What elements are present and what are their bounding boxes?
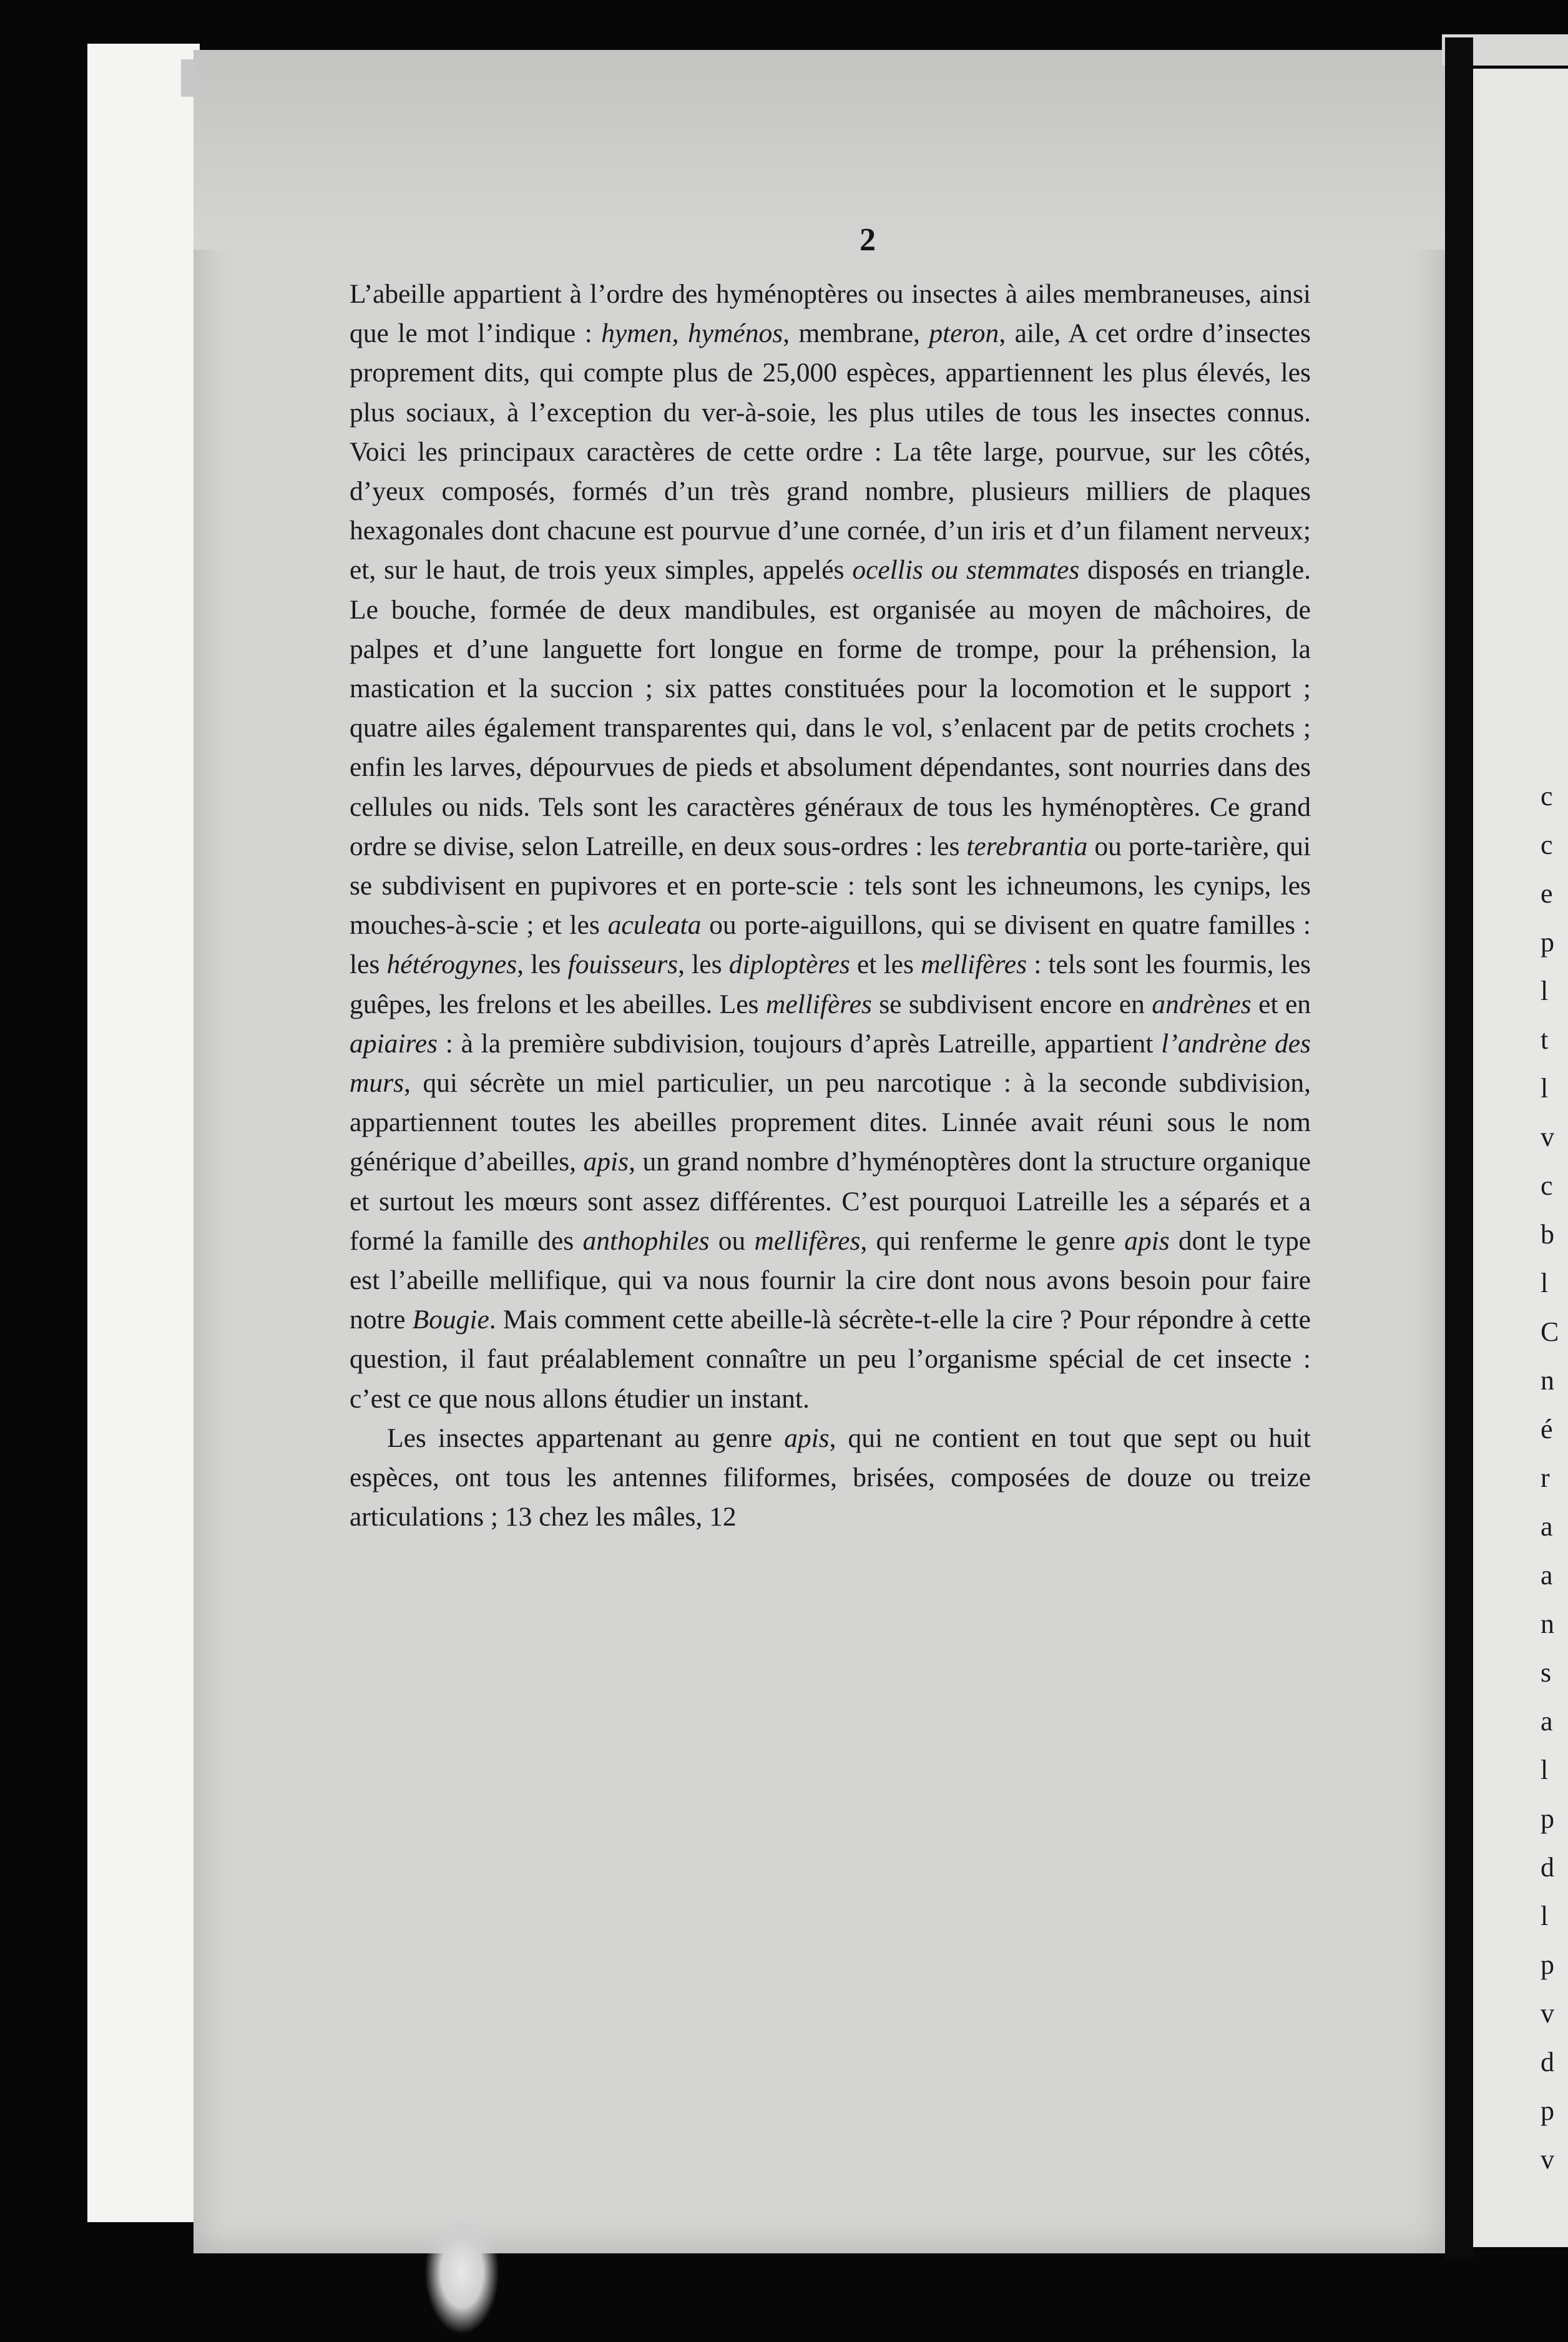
adjacent-letter: l [1541, 1755, 1549, 1785]
text-run: dont le type est l’abeille mellifique, qui va nous fournir la cire dont nous avons besoin pour faire notre [350, 1225, 1311, 1335]
text-run: , un grand nombre d’hyménoptères dont la structure organique et surtout les mœurs sont assez différentes. C’est pourquoi Latreille les a séparés et a formé la famille des [350, 1147, 1311, 1256]
paper-stain [424, 2210, 499, 2335]
page-number: 2 [860, 222, 876, 258]
text-run: se subdivisent encore en [871, 989, 1152, 1019]
italic-term: fouisseurs [567, 949, 679, 980]
page-top-shade [194, 50, 1445, 250]
text-run: ou porte-aiguillons, qui se divisent en quatre familles : les [350, 910, 1311, 980]
adjacent-letter: b [1541, 1219, 1554, 1250]
adjacent-letter: v [1541, 2144, 1554, 2175]
text-run: L’abeille appartient à l’ordre des hyménoptères ou insectes à ailes membraneuses, ainsi que le mot l’indique : [350, 279, 1311, 349]
adjacent-letter: p [1541, 1949, 1554, 1980]
adjacent-letter: l [1541, 976, 1549, 1006]
italic-term: apis [784, 1423, 830, 1453]
adjacent-letter: n [1541, 1609, 1554, 1639]
text-run: ou porte-tarière, qui se subdivisent en pupivores et en porte-scie : tels sont les ichneumons, les cynips, les mouches-à-scie ; et les [350, 831, 1311, 941]
text-run: et en [1251, 989, 1311, 1019]
adjacent-letter: c [1541, 830, 1553, 860]
italic-term: apiaires [350, 1028, 438, 1059]
adjacent-letter: t [1541, 1024, 1549, 1055]
text-run: , aile, A cet ordre d’insectes proprement dits, qui compte plus de 25,000 espèces, appartiennent les plus élevés, les plus sociaux, à l’exception du ver-à-soie, les plus utiles de tous les insectes connus. Voici les principaux caractères de cette ordre : La tête large, pourvue, sur les côtés, d’yeux composés, formés d’un très grand nombre, plusieurs milliers de plaques hexagonales dont chacune est pourvue d’une cornée, d’un iris et d’un filament nerveux; et, sur le haut, de trois yeux simples, appelés [350, 318, 1311, 586]
adjacent-letter: c [1541, 781, 1553, 811]
italic-term: l’andrène des murs [350, 1028, 1311, 1099]
adjacent-page [1473, 69, 1568, 2247]
adjacent-letter: d [1541, 1852, 1554, 1883]
text-run: , membrane, [783, 318, 929, 349]
text-run: Les insectes appartenant au genre [387, 1423, 785, 1453]
italic-term: terebrantia [966, 831, 1088, 861]
text-run: , qui sécrète un miel particulier, un peu narcotique : à la seconde subdivision, appartiennent toutes les abeilles proprement dites. Linnée avait réuni sous le nom générique d’abeilles, [350, 1068, 1311, 1177]
adjacent-letter: p [1541, 1803, 1554, 1834]
italic-term: apis [1124, 1225, 1170, 1256]
text-run: disposés en triangle. Le bouche, formée de deux mandibules, est organisée au moyen de mâchoires, de palpes et d’une languette fort longue en forme de trompe, pour la préhension, la mastication et la succion ; six pattes constituées pour la locomotion et le support ; quatre ailes également transparentes qui, dans le vol, s’enlacent par de petits crochets ; enfin les larves, dépourvues de pieds et absolument dépendantes, sont nourries dans des cellules ou nids. Tels sont les caractères généraux de tous les hyménoptères. Ce grand ordre se divise, selon Latreille, en deux sous-ordres : les [350, 555, 1311, 861]
adjacent-letter: d [1541, 2047, 1554, 2077]
paragraph [350, 1419, 1311, 1537]
adjacent-letter: s [1541, 1657, 1552, 1688]
text-run: : tels sont les fourmis, les guêpes, les frelons et les abeilles. Les [350, 949, 1311, 1019]
italic-term: mellifères [754, 1225, 861, 1256]
adjacent-letter: p [1541, 927, 1554, 958]
paragraph [350, 275, 1311, 1419]
adjacent-letter: p [1541, 2095, 1554, 2126]
adjacent-letter: v [1541, 1122, 1554, 1152]
italic-term: apis [583, 1147, 629, 1177]
italic-term: Bougie [412, 1305, 489, 1335]
text-run: . Mais comment cette abeille-là sécrète-t-elle la cire ? Pour répondre à cette question, il faut préalablement connaître un peu l’organisme spécial de cet insecte : c’est ce que nous allons étudier un instant. [350, 1305, 1311, 1414]
italic-term: mellifères [921, 949, 1027, 980]
text-run: et les [850, 949, 921, 980]
adjacent-letter: é [1541, 1414, 1553, 1444]
italic-term: hétérogynes [386, 949, 517, 980]
adjacent-letter: C [1541, 1316, 1559, 1347]
italic-term: andrènes [1152, 989, 1252, 1019]
mounting-paper-strip [87, 44, 200, 2222]
text-run: , les [517, 949, 568, 980]
italic-term: anthophiles [582, 1225, 710, 1256]
adjacent-letter: l [1541, 1268, 1549, 1298]
italic-term: diploptères [728, 949, 850, 980]
adjacent-letter: a [1541, 1706, 1553, 1737]
italic-term: hymen, hyménos [601, 318, 783, 349]
italic-term: aculeata [607, 910, 702, 941]
adjacent-letter: n [1541, 1365, 1554, 1396]
adjacent-letter: a [1541, 1511, 1553, 1542]
text-run: ou [709, 1225, 755, 1256]
adjacent-letter: l [1541, 1901, 1549, 1931]
adjacent-letter: c [1541, 1170, 1553, 1201]
italic-term: pteron [929, 318, 999, 349]
italic-term: mellifères [765, 989, 872, 1019]
text-run: , les [678, 949, 729, 980]
adjacent-letter: a [1541, 1560, 1553, 1590]
body-text [350, 275, 1311, 1537]
adjacent-letter: e [1541, 878, 1553, 909]
page-gutter [1445, 37, 1473, 2260]
adjacent-letter: l [1541, 1073, 1549, 1104]
text-run: : à la première subdivision, toujours d’après Latreille, appartient [437, 1028, 1162, 1059]
text-run: , qui ne contient en tout que sept ou huit espèces, ont tous les antennes filiformes, brisées, composées de douze ou treize articulations ; 13 chez les mâles, 12 [350, 1423, 1311, 1532]
adjacent-letter: r [1541, 1463, 1550, 1493]
italic-term: ocellis ou stemmates [852, 555, 1080, 586]
adjacent-letter: v [1541, 1998, 1554, 2029]
text-run: , qui renferme le genre [860, 1225, 1125, 1256]
